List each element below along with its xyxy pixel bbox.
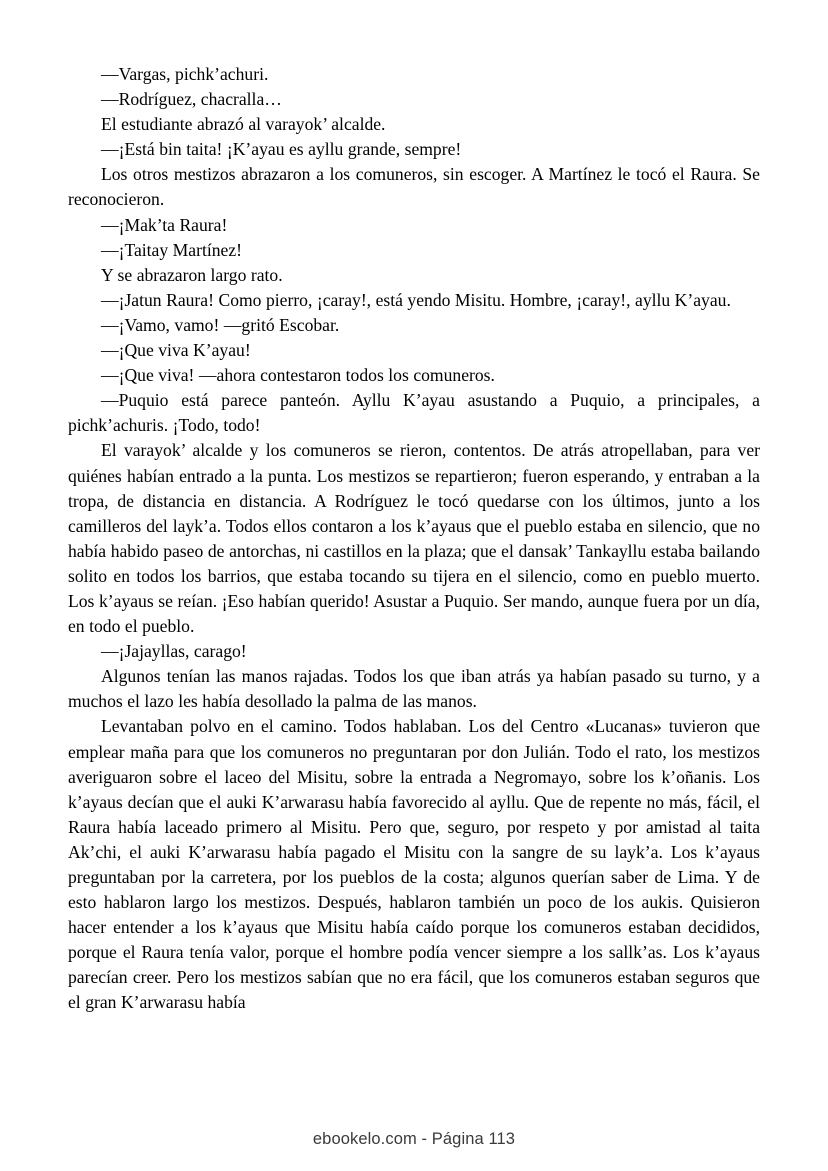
paragraph: Algunos tenían las manos rajadas. Todos los que iban atrás ya habían pasado su turno, y a muchos el lazo les había desollado la palma de las manos. [68,666,760,712]
paragraph: Y se abrazaron largo rato. [101,264,283,285]
paragraph: —Puquio está parece panteón. Ayllu K’ayau asustando a Puquio, a principales, a pichk’achuris. ¡Todo, todo! [68,390,760,436]
paragraph: —Rodríguez, chacralla… [101,89,282,110]
paragraph: —Vargas, pichk’achuri. [101,64,269,84]
paragraph: —¡Taitay Martínez! [101,239,243,260]
paragraph: El varayok’ alcalde y los comuneros se rieron, contentos. De atrás atropellaban, para ver quiénes habían entrado a la punta. Los mestizos se repartieron; fueron esperando, y entraban a la tropa, de distancia en distancia. A Rodríguez le tocó quedarse con los últimos, junto a los camilleros del layk’a. Todos ellos contaron a los k’ayaus que el pueblo estaba en silencio, que no había habido paseo de antorchas, ni castillos en la plaza; que el dansak’ Tankayllu estaba bailando solito en todos los barrios, que estaba tocando su tijera en el silencio, como en pueblo muerto. Los k’ayaus se reían. ¡Eso habían querido! Asustar a Puquio. Ser mando, aunque fuera por un día, en todo el pueblo. [68,440,760,637]
paragraph: —¡Jatun Raura! Como pierro, ¡caray!, está yendo Misitu. Hombre, ¡caray!, ayllu K’ayau. [101,289,731,310]
paragraph: —¡Que viva K’ayau! [101,340,251,361]
paragraph: —¡Vamo, vamo! —gritó Escobar. [101,314,340,335]
paragraph: —¡Mak’ta Raura! [101,214,228,235]
paragraph: —¡Que viva! —ahora contestaron todos los comuneros. [101,365,495,386]
body-text-column [68,62,760,1016]
paragraph: Los otros mestizos abrazaron a los comuneros, sin escoger. A Martínez le tocó el Raura. Se reconocieron. [68,164,760,210]
paragraph: Levantaban polvo en el camino. Todos hablaban. Los del Centro «Lucanas» tuvieron que emplear maña para que los comuneros no preguntaran por don Julián. Todo el rato, los mestizos averiguaron sobre el laceo del Misitu, sobre la entrada a Negromayo, sobre los k’oñanis. Los k’ayaus decían que el auki K’arwarasu había favorecido al ayllu. Que de repente no más, fácil, el Raura había laceado primero al Misitu. Pero que, seguro, por respeto y por amistad al taita Ak’chi, el auki K’arwarasu había pagado el Misitu con la sangre de su layk’a. Los k’ayaus preguntaban por la carretera, por los pueblos de la costa; algunos querían saber de Lima. Y de esto hablaron largo los mestizos. Después, hablaron también un poco de los aukis. Quisieron hacer entender a los k’ayaus que Misitu había caído porque los comuneros estaban decididos, porque el Raura tenía valor, porque el hombre podía vencer siempre a los sallk’as. Los k’ayaus parecían creer. Pero los mestizos sabían que no era fácil, que los comuneros estaban seguros que el gran K’arwarasu había [68,716,760,1013]
paragraph: El estudiante abrazó al varayok’ alcalde. [101,114,386,135]
paragraph: —¡Está bin taita! ¡K’ayau es ayllu grande, sempre! [101,139,462,160]
page-footer: ebookelo.com - Página 113 [312,1130,516,1148]
paragraph: —¡Jajayllas, carago! [101,641,247,662]
